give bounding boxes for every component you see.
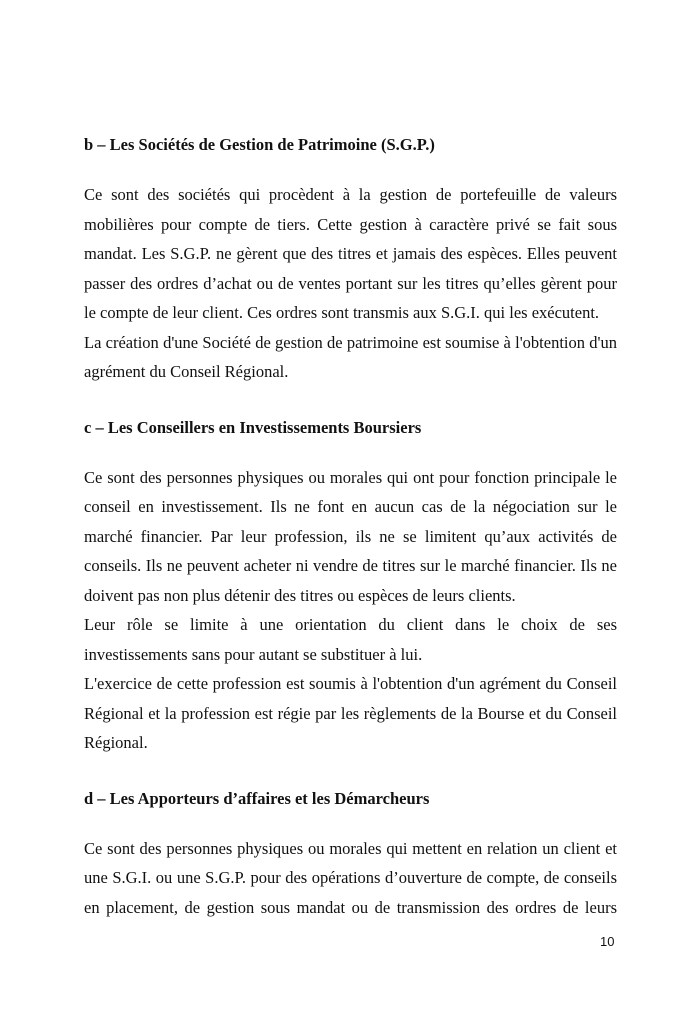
text-line: en placement, de gestion sous mandat ou de transmission des ordres de leurs: [84, 897, 617, 917]
page-number: 10: [600, 934, 615, 949]
text-line: marché financier. Par leur profession, ils ne se limitent qu’aux activités de: [84, 526, 617, 546]
text-line: Leur rôle se limite à une orientation du client dans le choix de ses: [84, 615, 617, 634]
text-line: une S.G.I. ou une S.G.P. pour des opérations d’ouverture de compte, de conseils: [84, 868, 617, 887]
text-line: passer des ordres d’achat ou de ventes portant sur les titres qu’elles gèrent pour: [84, 273, 617, 293]
section-heading-apporteurs: d – Les Apporteurs d’affaires et les Démarcheurs: [84, 788, 430, 808]
document-body: [84, 128, 617, 922]
text-line: L'exercice de cette profession est soumis à l'obtention d'un agrément du Conseil: [84, 674, 617, 693]
section-heading-sgp: b – Les Sociétés de Gestion de Patrimoine (S.G.P.): [84, 135, 435, 154]
paragraph-cib: [84, 463, 617, 758]
text-line: Régional.: [84, 733, 148, 752]
paragraph-sgp: [84, 180, 617, 387]
text-line: Ce sont des sociétés qui procèdent à la gestion de portefeuille de valeurs: [84, 185, 617, 204]
text-line: Régional et la profession est régie par les règlements de la Bourse et du Conseil: [84, 703, 617, 723]
section-heading-cib: c – Les Conseillers en Investissements Boursiers: [84, 417, 422, 437]
text-line: agrément du Conseil Régional.: [84, 362, 289, 381]
paragraph-apporteurs: [84, 834, 617, 923]
text-line: Ce sont des personnes physiques ou morales qui ont pour fonction principale le: [84, 467, 617, 487]
text-line: doivent pas non plus détenir des titres ou espèces de leurs clients.: [84, 585, 516, 605]
text-line: mobilières pour compte de tiers. Cette gestion à caractère privé se fait sous: [84, 214, 617, 234]
text-line: conseil en investissement. Ils ne font en aucun cas de la négociation sur le: [84, 497, 617, 516]
text-line: mandat. Les S.G.P. ne gèrent que des titres et jamais des espèces. Elles peuvent: [84, 244, 617, 263]
text-line: investissements sans pour autant se substituer à lui.: [84, 644, 423, 664]
text-line: Ce sont des personnes physiques ou morales qui mettent en relation un client et: [84, 838, 617, 858]
text-line: La création d'une Société de gestion de patrimoine est soumise à l'obtention d'un: [84, 332, 617, 352]
text-line: le compte de leur client. Ces ordres sont transmis aux S.G.I. qui les exécutent.: [84, 303, 600, 322]
text-line: conseils. Ils ne peuvent acheter ni vendre de titres sur le marché financier. Ils ne: [84, 556, 617, 575]
